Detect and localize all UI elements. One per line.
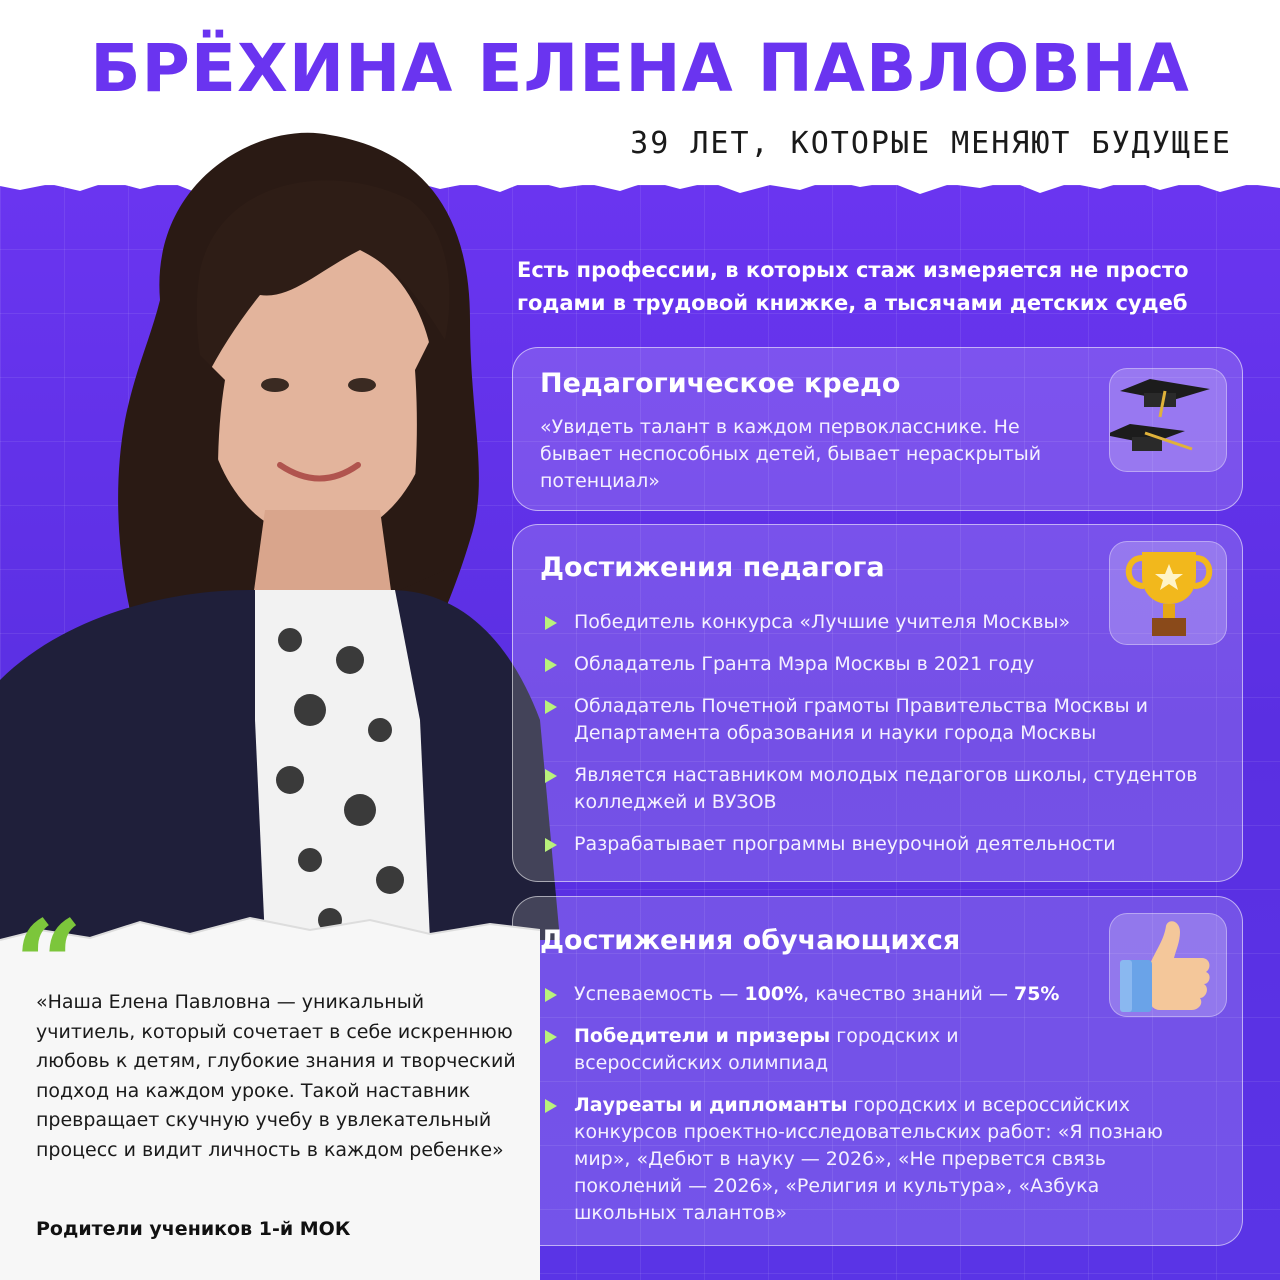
bullet-triangle-icon [545, 838, 557, 852]
credo-title: Педагогическое кредо [540, 368, 901, 399]
bullet-triangle-icon [545, 988, 557, 1002]
subtitle: 39 ЛЕТ, КОТОРЫЕ МЕНЯЮТ БУДУЩЕЕ [630, 126, 1232, 161]
quote-author: Родители учеников 1-й МОК [36, 1218, 351, 1240]
bullet-triangle-icon [545, 700, 557, 714]
bullet-triangle-icon [545, 616, 557, 630]
list-item: Успеваемость — 100%, качество знаний — 75% [540, 981, 1220, 1008]
list-item: Является наставником молодых педагогов школы, студентов колледжей и ВУЗОВ [540, 762, 1220, 816]
list-item: Обладатель Гранта Мэра Москвы в 2021 году [540, 651, 1220, 678]
intro-text: Есть профессии, в которых стаж измеряется не просто годами в трудовой книжке, а тысячами детских судеб [517, 258, 1189, 315]
teacher-achievements-list [540, 609, 1220, 858]
credo-text: «Увидеть талант в каждом первокласснике. Не бывает неспособных детей, бывает нераскрытый потенциал» [540, 416, 1042, 492]
student-achievements-card [512, 896, 1243, 1246]
list-item: Обладатель Почетной грамоты Правительства Москвы и Департамента образования и науки города Москвы [540, 693, 1220, 747]
bullet-triangle-icon [545, 658, 557, 672]
graduation-caps-icon [1109, 368, 1227, 472]
teacher-achievements-card [512, 524, 1243, 882]
list-item: Лауреаты и дипломанты городских и всероссийских конкурсов проектно-исследовательских работ: «Я познаю мир», «Дебют в науку — 2026», «Не прервется связь поколений — 2026», «Религия и культура», «Азбука школьных талантов» [540, 1092, 1185, 1227]
list-item: Победитель конкурса «Лучшие учителя Москвы» [540, 609, 1220, 636]
quote-marks-icon: “ [14, 894, 84, 1035]
teacher-name-title: БРЁХИНА ЕЛЕНА ПАВЛОВНА [90, 30, 1190, 107]
list-item: Победители и призеры городских и всероссийских олимпиад [540, 1023, 1000, 1077]
credo-card [512, 347, 1243, 511]
parent-quote-text: «Наша Елена Павловна — уникальный учитиель, который сочетает в себе искреннюю любовь к детям, глубокие знания и творческий подход на каждом уроке. Такой наставник превращает скучную учебу в увлекательный процесс и видит личность в каждом ребенке» [36, 991, 516, 1161]
bullet-triangle-icon [545, 1030, 557, 1044]
bullet-triangle-icon [545, 769, 557, 783]
student-achievements-list [540, 981, 1220, 1227]
student-achievements-title: Достижения обучающихся [540, 925, 961, 956]
list-item: Разрабатывает программы внеурочной деятельности [540, 831, 1220, 858]
teacher-portrait-image [0, 120, 600, 940]
teacher-achievements-title: Достижения педагога [540, 552, 885, 583]
bullet-triangle-icon [545, 1099, 557, 1113]
